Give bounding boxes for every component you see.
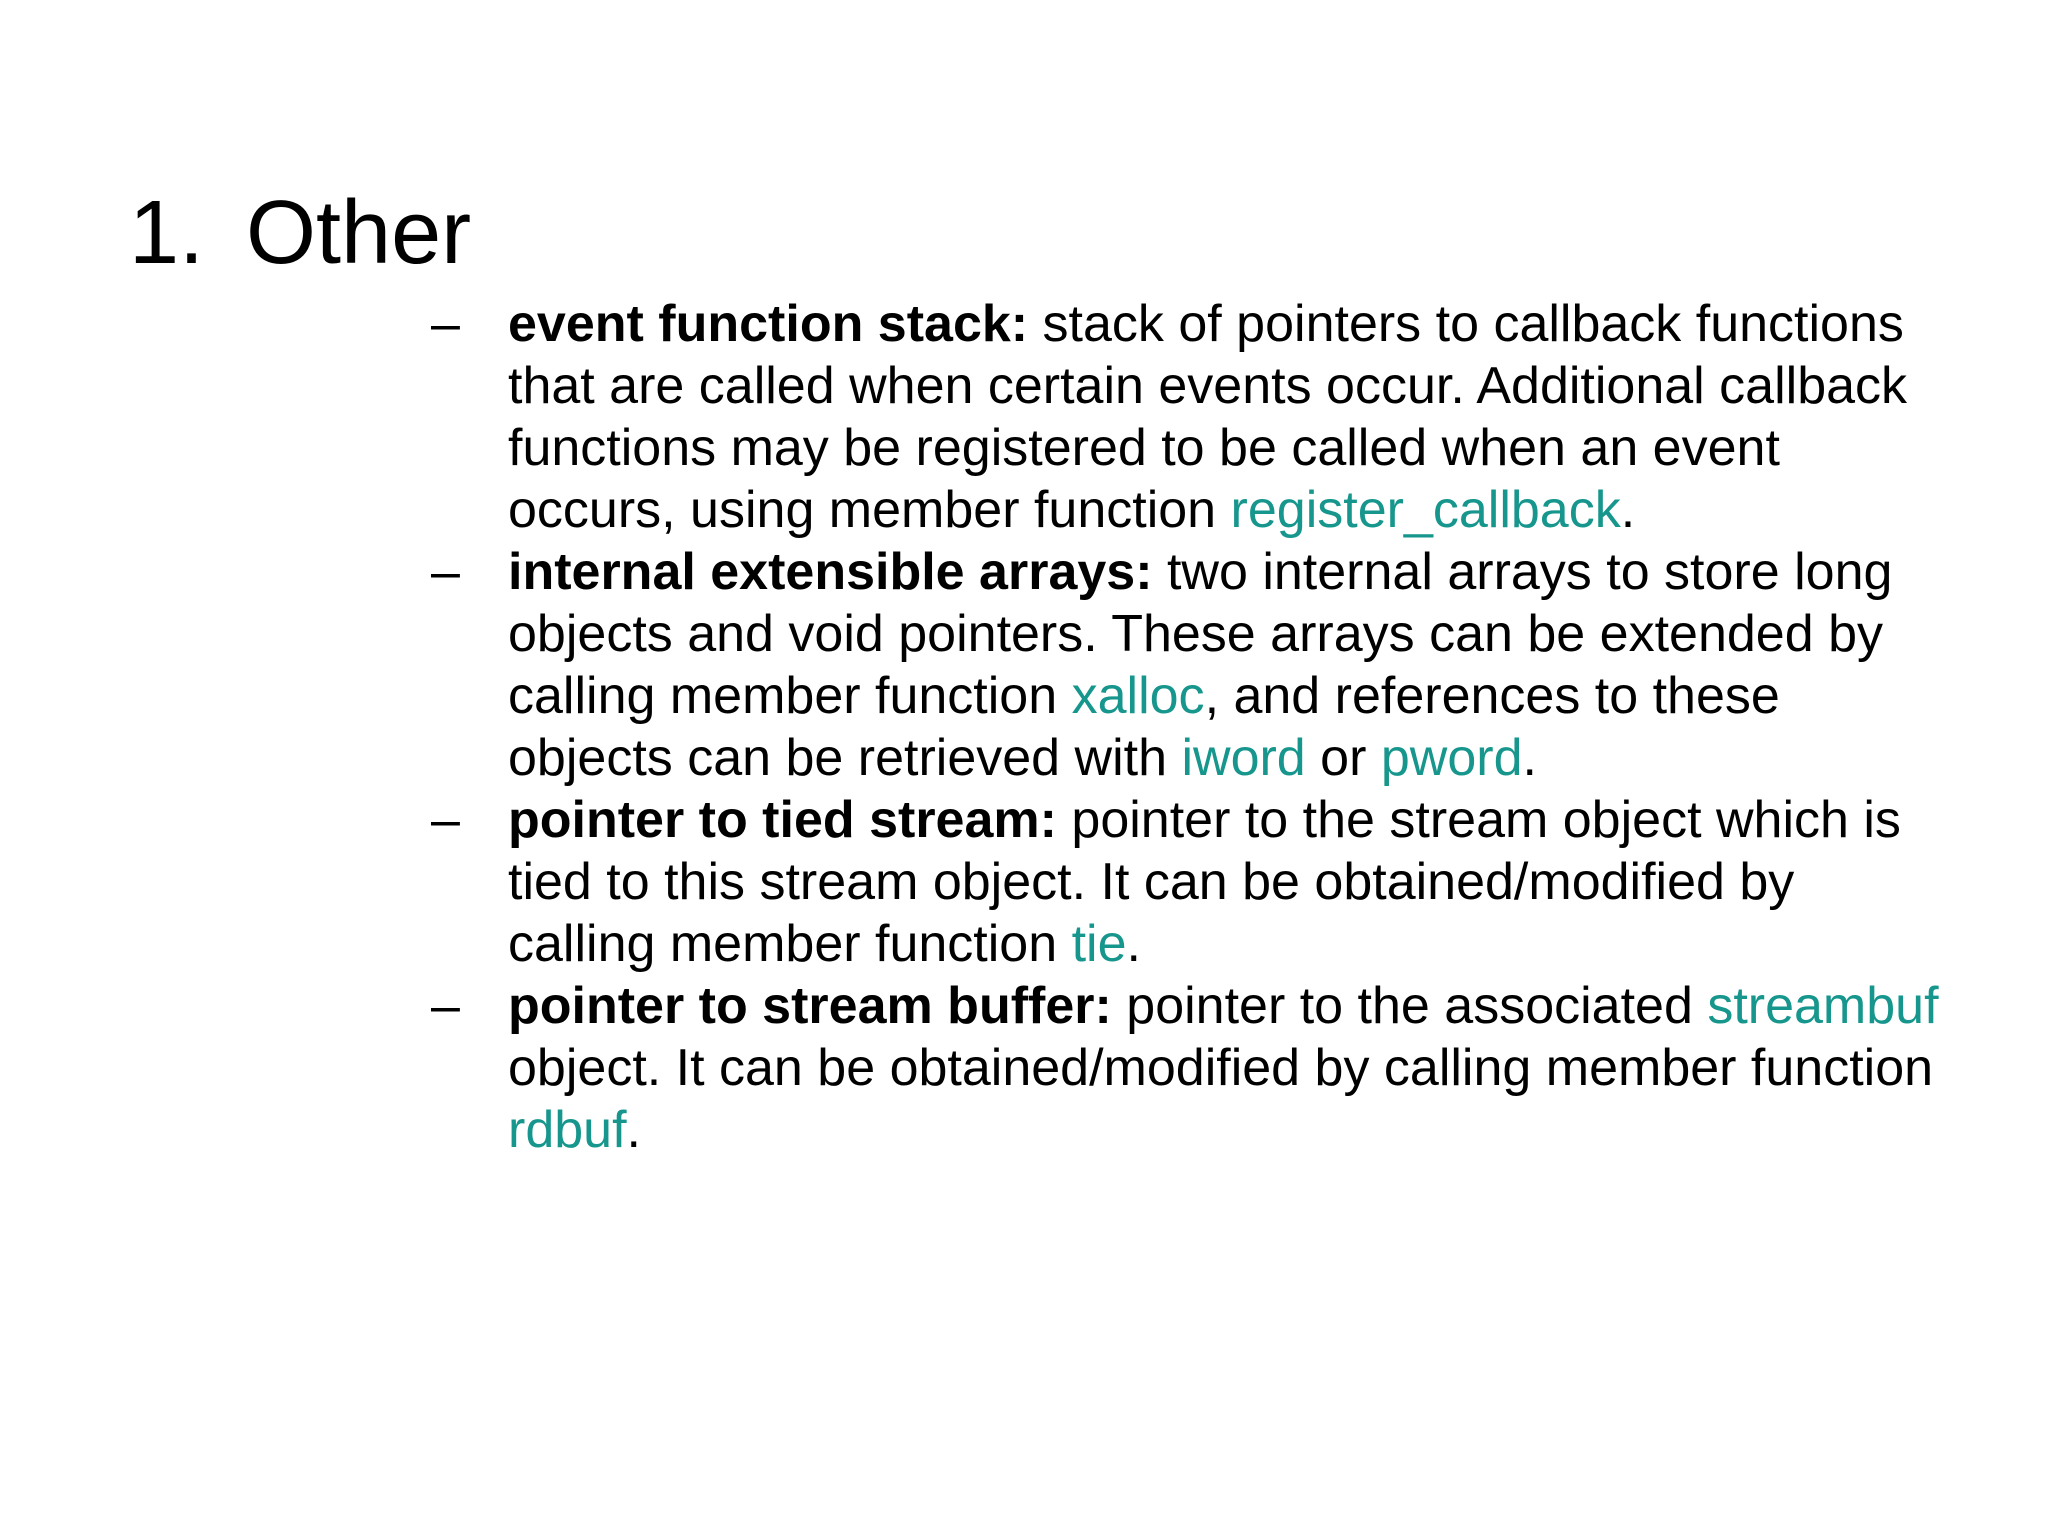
bullet-body: pointer to the associated (1111, 977, 1708, 1035)
code-xalloc: xalloc (1071, 667, 1205, 725)
bullet-body: . (1620, 481, 1636, 539)
code-iword: iword (1181, 729, 1306, 787)
bullet-dash: – (431, 791, 460, 849)
bullet-body: . (1126, 915, 1141, 973)
code-rdbuf: rdbuf (508, 1101, 627, 1159)
bullet-text (508, 293, 1951, 541)
bullet-term: event function stack: (508, 295, 1029, 353)
bullet-pointer-to-tied-stream (431, 789, 1951, 975)
bullet-text (508, 789, 1951, 975)
bullet-dash: – (431, 977, 460, 1035)
bullet-internal-extensible-arrays (431, 541, 1951, 789)
bullet-text (508, 541, 1951, 789)
bullet-text (508, 975, 1951, 1161)
bullet-pointer-to-stream-buffer (431, 975, 1951, 1161)
bullet-term: pointer to stream buffer: (508, 977, 1112, 1035)
code-register-callback: register_callback (1230, 481, 1621, 539)
bullet-body: two internal arrays to store long objects and void pointers. These arrays can be extended by calling member function (508, 543, 1893, 725)
bullet-body: . (1522, 729, 1537, 787)
bullet-body: , and references to these objects can be retrieved with (508, 667, 1780, 787)
bullet-term: internal extensible arrays: (508, 543, 1153, 601)
bullet-body: or (1305, 729, 1381, 787)
bullet-event-function-stack (431, 293, 1951, 541)
slide-title (129, 183, 471, 283)
code-tie: tie (1071, 915, 1127, 973)
title-number: 1. (129, 183, 205, 283)
code-pword: pword (1380, 729, 1523, 787)
bullet-body: pointer to the stream object which is tied to this stream object. It can be obtained/modified by calling member function (508, 791, 1901, 973)
bullet-list (431, 293, 1951, 1161)
bullet-body: object. It can be obtained/modified by calling member function (508, 1039, 1934, 1097)
bullet-body: stack of pointers to callback functions that are called when certain events occur. Additional callback functions may be registered to be called when an event occurs, using member function (508, 295, 1908, 539)
bullet-dash: – (431, 543, 460, 601)
title-text: Other (246, 183, 472, 283)
bullet-dash: – (431, 295, 460, 353)
bullet-term: pointer to tied stream: (508, 791, 1057, 849)
bullet-body: . (626, 1101, 641, 1159)
code-streambuf: streambuf (1707, 977, 1939, 1035)
